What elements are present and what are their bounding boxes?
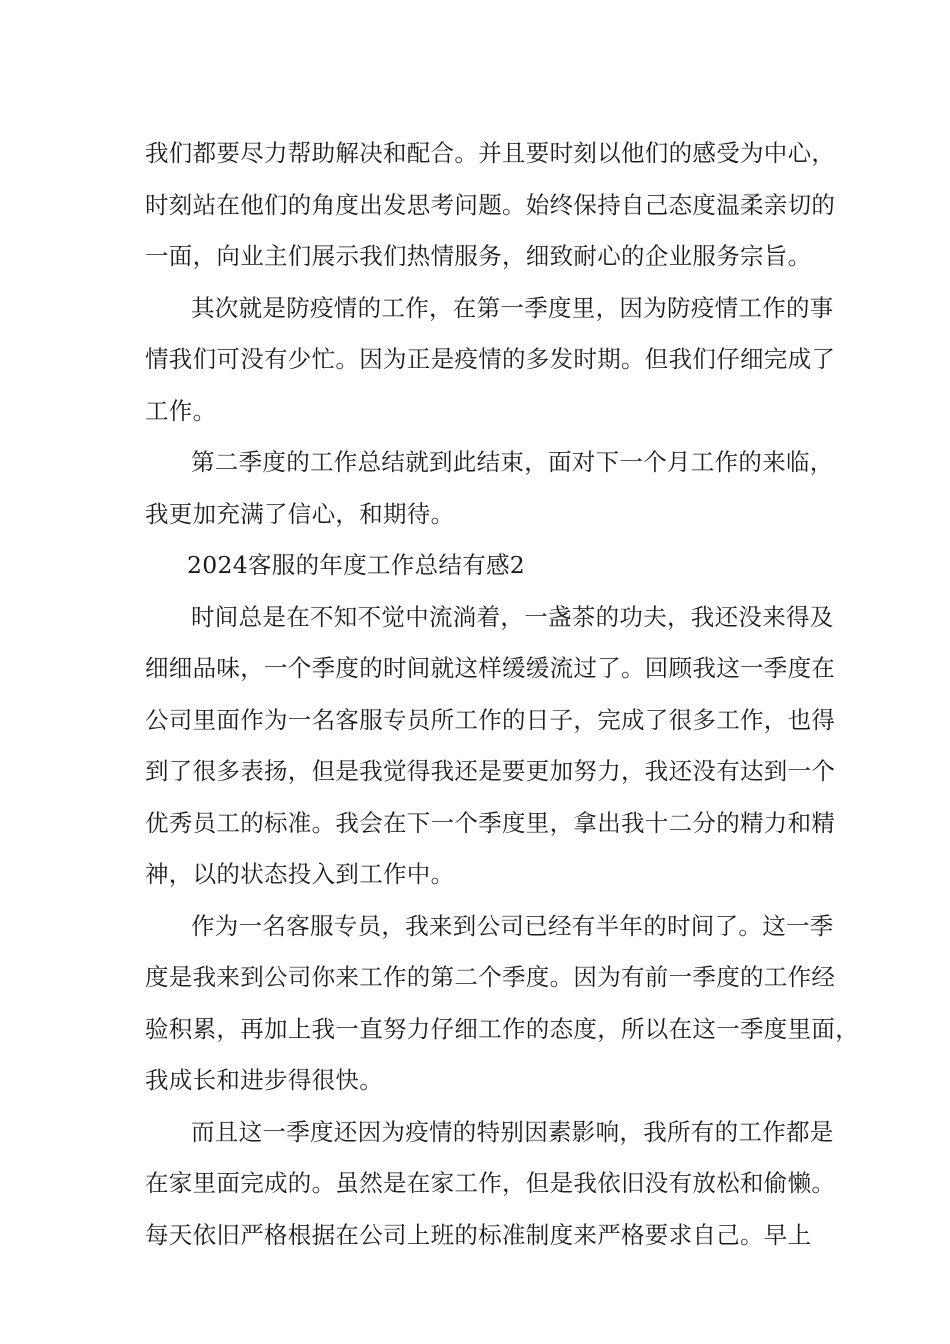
text-line: 情我们可没有少忙。因为正是疫情的多发时期。但我们仔细完成了 <box>145 345 836 373</box>
document-body <box>145 128 859 1261</box>
text-line: 到了很多表扬，但是我觉得我还是要更加努力，我还没有达到一个 <box>145 757 836 785</box>
paragraph-first-line: 第二季度的工作总结就到此结束，面对下一个月工作的来临， <box>191 448 834 476</box>
text-line: 优秀员工的标准。我会在下一个季度里，拿出我十二分的精力和精 <box>145 808 836 837</box>
text-line: 验积累，再加上我一直努力仔细工作的态度，所以在这一季度里面， <box>145 1014 859 1043</box>
text-line: 细细品味，一个季度的时间就这样缓缓流过了。回顾我这一季度在 <box>145 654 836 682</box>
text-line: 我更加充满了信心，和期待。 <box>145 499 455 528</box>
text-line: 每天依旧严格根据在公司上班的标准制度来严格要求自己。早上 <box>145 1220 812 1249</box>
text-line: 神，以的状态投入到工作中。 <box>145 860 455 888</box>
text-line: 一面，向业主们展示我们热情服务，细致耐心的企业服务宗旨。 <box>145 242 812 270</box>
text-line: 在家里面完成的。虽然是在家工作，但是我依旧没有放松和偷懒。 <box>145 1169 836 1197</box>
text-line: 我们都要尽力帮助解决和配合。并且要时刻以他们的感受为中心， <box>145 139 836 167</box>
text-line: 我成长和进步得很快。 <box>145 1066 383 1094</box>
text-line: 工作。 <box>145 396 217 425</box>
text-line: 时刻站在他们的角度出发思考问题。始终保持自己态度温柔亲切的 <box>145 190 836 219</box>
paragraph-first-line: 而且这一季度还因为疫情的特别因素影响，我所有的工作都是 <box>191 1117 834 1146</box>
text-line: 度是我来到公司你来工作的第二个季度。因为有前一季度的工作经 <box>145 963 836 991</box>
paragraph-first-line: 其次就是防疫情的工作，在第一季度里，因为防疫情工作的事 <box>191 293 834 322</box>
section-heading: 2024客服的年度工作总结有感2 <box>187 551 526 579</box>
paragraph-first-line: 作为一名客服专员，我来到公司已经有半年的时间了。这一季 <box>191 911 834 940</box>
paragraph-first-line: 时间总是在不知不觉中流淌着，一盏茶的功夫，我还没来得及 <box>191 602 834 631</box>
text-line: 公司里面作为一名客服专员所工作的日子，完成了很多工作，也得 <box>145 705 836 734</box>
